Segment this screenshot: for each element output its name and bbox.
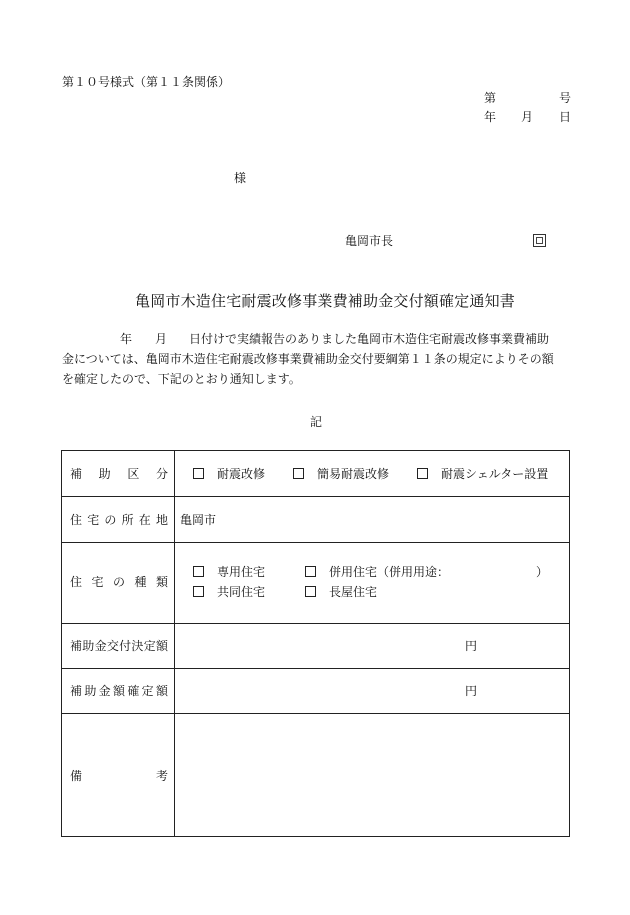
issuer-name: 亀岡市長 — [345, 234, 394, 248]
body-line-1: 年 月 日付けで実績報告のありました亀岡市木造住宅耐震改修事業費補助 — [120, 332, 550, 346]
grant-decision-yen-unit: 円 — [465, 639, 478, 653]
row-label-house-location: 住 宅 の 所 在 地 — [70, 513, 168, 527]
date-day: 日 — [559, 110, 572, 124]
seal-icon — [533, 234, 546, 247]
doc-number-suffix: 号 — [559, 91, 572, 105]
option-shelter-install[interactable]: 耐震シェルター設置 — [417, 467, 548, 481]
checkbox-icon[interactable] — [193, 586, 204, 597]
body-paragraph — [62, 329, 574, 389]
body-line-3: を確定したので、下記のとおり通知します。 — [62, 372, 301, 386]
checkbox-icon[interactable] — [417, 468, 428, 479]
addressee-honorific: 様 — [234, 171, 247, 185]
option-mixed-use-housing[interactable]: 併用住宅（併用用途： — [305, 565, 449, 579]
mixed-use-close-paren: ） — [536, 565, 549, 579]
row-label-remarks: 備 考 — [70, 769, 168, 783]
document-title: 亀岡市木造住宅耐震改修事業費補助金交付額確定通知書 — [135, 292, 516, 310]
doc-number-prefix: 第 — [484, 91, 497, 105]
form-number: 第１０号様式（第１１条関係） — [62, 75, 231, 89]
row-label-house-type: 住 宅 の 種 類 — [70, 575, 168, 589]
date-year: 年 — [484, 110, 497, 124]
row-label-grant-confirmed-amount: 補 助 金 額 確 定 額 — [70, 684, 168, 698]
option-row-house[interactable]: 長屋住宅 — [305, 585, 377, 599]
ki-label: 記 — [310, 415, 323, 429]
checkbox-icon[interactable] — [305, 586, 316, 597]
checkbox-icon[interactable] — [305, 566, 316, 577]
option-dedicated-housing[interactable]: 専用住宅 — [193, 565, 265, 579]
checkbox-icon[interactable] — [193, 566, 204, 577]
option-simple-retrofit[interactable]: 簡易耐震改修 — [293, 467, 389, 481]
row-label-grant-decision-amount: 補 助 金 交 付 決 定 額 — [70, 639, 168, 653]
option-seismic-retrofit[interactable]: 耐震改修 — [193, 467, 265, 481]
body-line-2: 金については、亀岡市木造住宅耐震改修事業費補助金交付要綱第１１条の規定によりその額 — [62, 352, 554, 366]
checkbox-icon[interactable] — [193, 468, 204, 479]
date-month: 月 — [521, 110, 534, 124]
checkbox-icon[interactable] — [293, 468, 304, 479]
row-label-subsidy-category: 補 助 区 分 — [70, 467, 168, 481]
details-table — [61, 450, 570, 837]
grant-confirmed-yen-unit: 円 — [465, 684, 478, 698]
option-collective-housing[interactable]: 共同住宅 — [193, 585, 265, 599]
house-location-value: 亀岡市 — [180, 513, 217, 527]
